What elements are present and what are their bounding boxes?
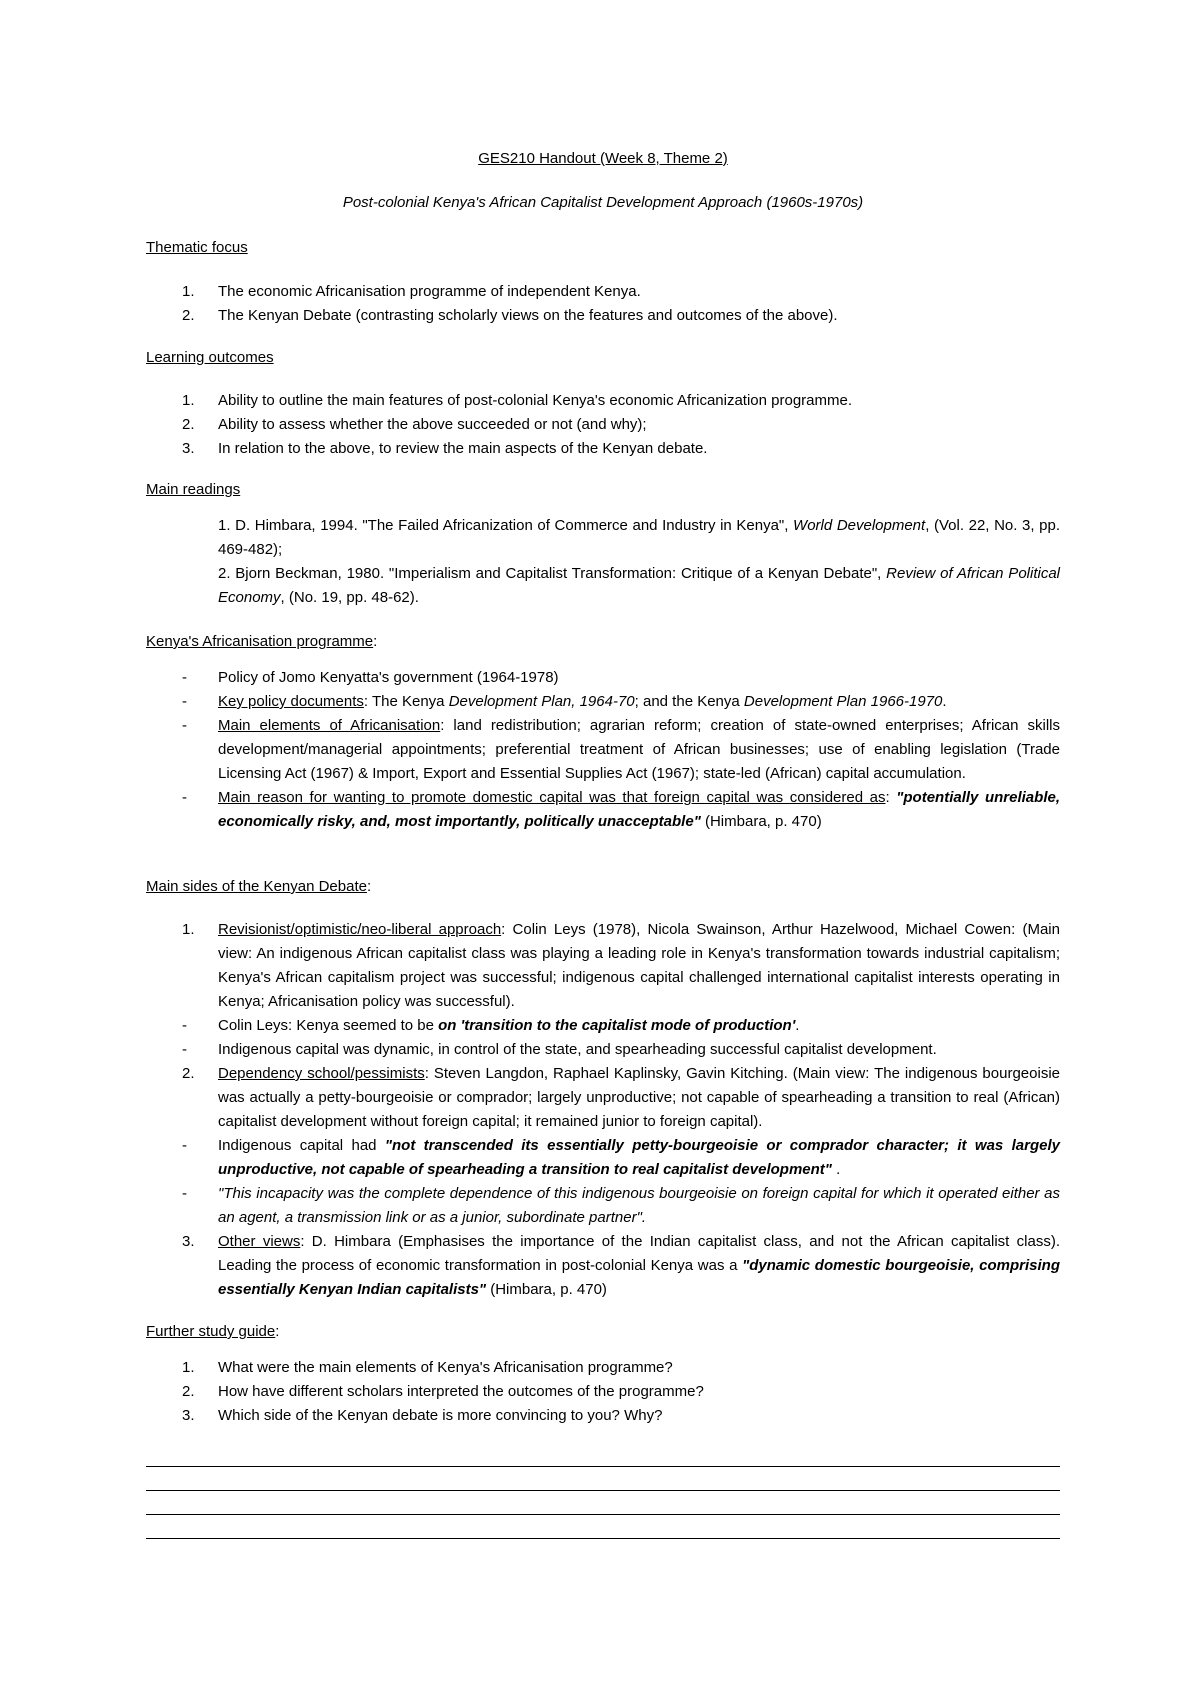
list-item: 1. What were the main elements of Kenya's Africanisation programme? xyxy=(182,1359,673,1376)
list-item: - Indigenous capital had "not transcended its essentially petty-bourgeoisie or comprador character; it was largely unproductive, not capable of spearheading a transition to real capitalist development" . xyxy=(182,1137,1060,1178)
answer-line xyxy=(146,1466,1060,1467)
programme-list xyxy=(146,666,1060,834)
answer-line xyxy=(146,1490,1060,1491)
list-item: 2. How have different scholars interpreted the outcomes of the programme? xyxy=(182,1383,704,1400)
section-heading-thematic: Thematic focus xyxy=(146,239,248,256)
list-item: - Indigenous capital was dynamic, in control of the state, and spearheading successful capitalist development. xyxy=(182,1041,937,1058)
answer-line xyxy=(146,1514,1060,1515)
outcomes-list xyxy=(146,389,1060,461)
section-heading-debate: Main sides of the Kenyan Debate: xyxy=(146,878,372,895)
section-heading-readings: Main readings xyxy=(146,481,241,498)
list-item: - Key policy documents: The Kenya Development Plan, 1964-70; and the Kenya Development Plan 1966-1970. xyxy=(182,693,947,710)
handout-subtitle: Post-colonial Kenya's African Capitalist Development Approach (1960s-1970s) xyxy=(342,194,864,211)
list-item: 1. Ability to outline the main features of post-colonial Kenya's economic Africanization programme. xyxy=(182,392,853,409)
list-item: 3. Which side of the Kenyan debate is more convincing to you? Why? xyxy=(182,1407,663,1424)
section-heading-study: Further study guide: xyxy=(146,1323,280,1340)
list-item: 2. Ability to assess whether the above succeeded or not (and why); xyxy=(182,416,647,433)
section-heading-programme: Kenya's Africanisation programme: xyxy=(146,633,378,650)
list-item: - Policy of Jomo Kenyatta's government (1964-1978) xyxy=(182,669,559,686)
debate-list xyxy=(146,918,1060,1302)
list-item: 1. The economic Africanisation programme of independent Kenya. xyxy=(182,283,641,300)
handout-title: GES210 Handout (Week 8, Theme 2) xyxy=(478,150,728,167)
reading-item: 2. Bjorn Beckman, 1980. "Imperialism and Capitalist Transformation: Critique of a Kenyan Debate", Review of African Political Economy, (No. 19, pp. 48-62). xyxy=(218,565,1060,606)
list-item: - Main reason for wanting to promote domestic capital was that foreign capital was considered as: "potentially unreliable, economically risky, and, most importantly, politically unacceptable" (Himbara, p. 470) xyxy=(182,789,1060,830)
list-item: 2. Dependency school/pessimists: Steven Langdon, Raphael Kaplinsky, Gavin Kitching. (Main view: The indigenous bourgeoisie was actually a petty-bourgeoisie or comprador; largely unproductive; not capable of spearheading a transition to real (African) capitalist development without foreign capital; it remained junior to foreign capital). xyxy=(182,1065,1060,1130)
list-item: - "This incapacity was the complete dependence of this indigenous bourgeoisie on foreign capital for which it operated either as an agent, a transmission link or as a junior, subordinate partner". xyxy=(182,1185,1060,1226)
list-item: 3. In relation to the above, to review the main aspects of the Kenyan debate. xyxy=(182,440,708,457)
section-heading-outcomes: Learning outcomes xyxy=(146,349,274,366)
thematic-list xyxy=(146,280,1060,328)
readings-list xyxy=(146,514,1060,610)
list-item: - Main elements of Africanisation: land redistribution; agrarian reform; creation of state-owned enterprises; African skills development/managerial appointments; preferential treatment of African businesses; use of enabling legislation (Trade Licensing Act (1967) & Import, Export and Essential Supplies Act (1967); state-led (African) capital accumulation. xyxy=(182,717,1060,782)
answer-line xyxy=(146,1538,1060,1539)
list-item: - Colin Leys: Kenya seemed to be on 'transition to the capitalist mode of production'. xyxy=(182,1017,800,1034)
reading-item: 1. D. Himbara, 1994. "The Failed Africanization of Commerce and Industry in Kenya", World Development, (Vol. 22, No. 3, pp. 469-482); xyxy=(218,517,1060,558)
list-item: 1. Revisionist/optimistic/neo-liberal approach: Colin Leys (1978), Nicola Swainson, Arthur Hazelwood, Michael Cowen: (Main view: An indigenous African capitalist class was playing a leading role in Kenya's transformation towards industrial capitalism; Kenya's African capitalism project was successful; indigenous capital challenged international capitalist interests operating in Kenya; Africanisation policy was successful). xyxy=(182,921,1060,1010)
list-item: 2. The Kenyan Debate (contrasting scholarly views on the features and outcomes of the above). xyxy=(182,307,838,324)
study-list xyxy=(146,1356,1060,1428)
list-item: 3. Other views: D. Himbara (Emphasises the importance of the Indian capitalist class, and not the African capitalist class). Leading the process of economic transformation in post-colonial Kenya was a "dynamic domestic bourgeoisie, comprising essentially Kenyan Indian capitalists" (Himbara, p. 470) xyxy=(182,1233,1060,1298)
